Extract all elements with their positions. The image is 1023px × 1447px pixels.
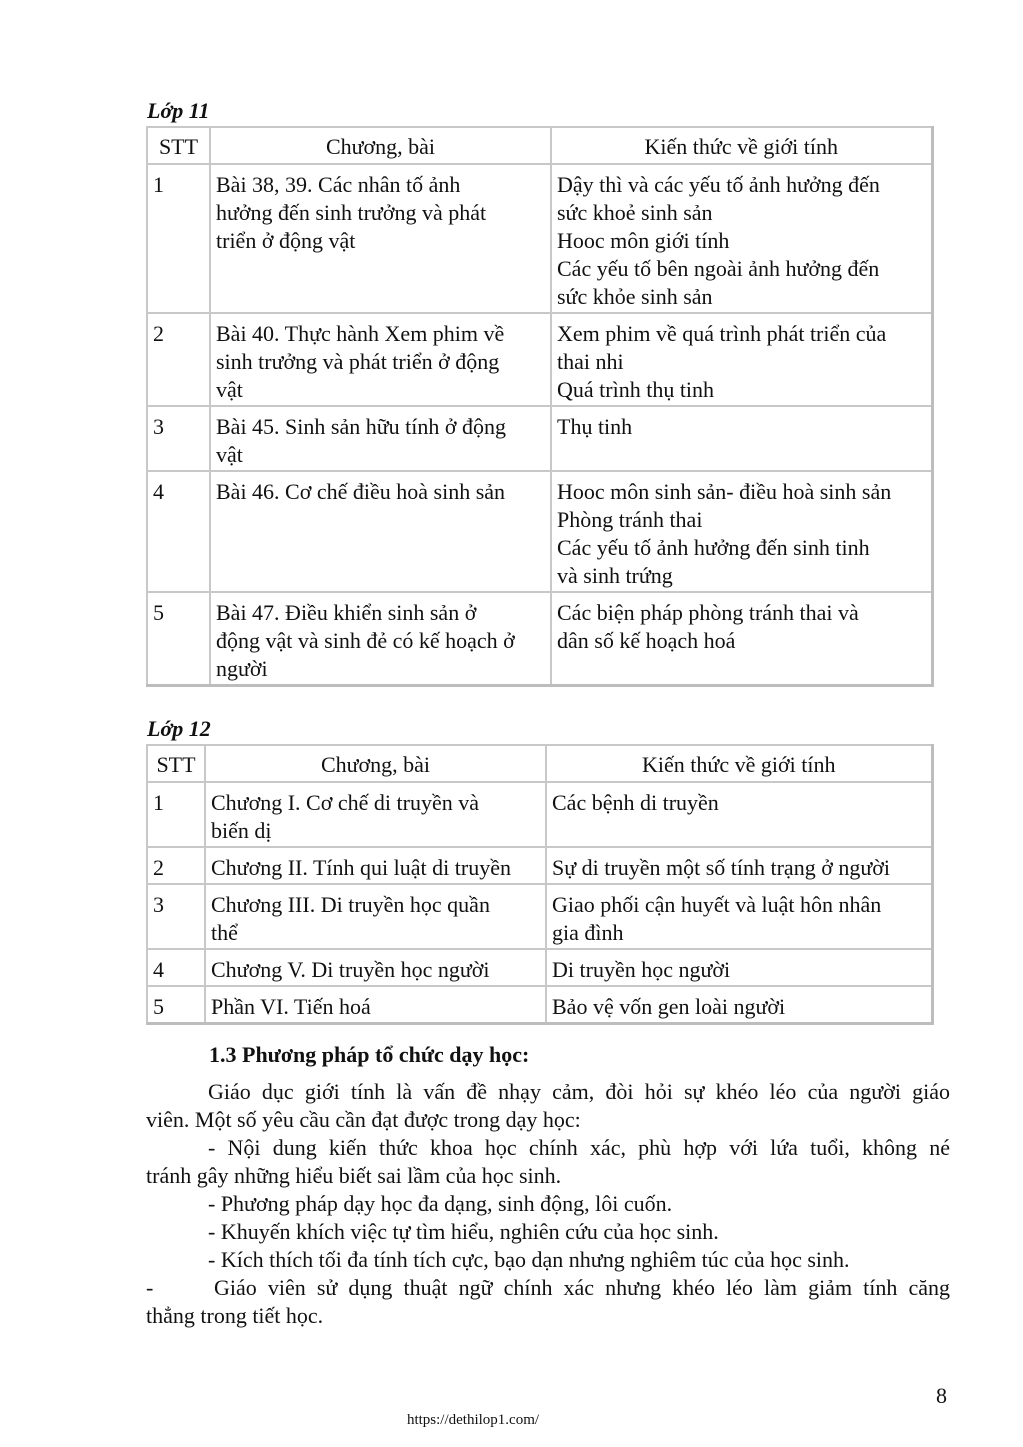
grade-12-title: Lớp 12 bbox=[147, 716, 211, 741]
cell-line: sức khỏe sinh sản bbox=[557, 284, 713, 309]
table-row bbox=[147, 782, 932, 847]
paragraph-line: - Khuyến khích việc tự tìm hiểu, nghiên cứu của học sinh. bbox=[208, 1219, 719, 1244]
table-row bbox=[147, 471, 932, 592]
paragraph-line: thẳng trong tiết học. bbox=[146, 1303, 324, 1328]
cell-line: sinh trưởng và phát triển ở động bbox=[216, 349, 500, 374]
cell-line: Phòng tránh thai bbox=[557, 507, 703, 532]
cell-lesson bbox=[210, 406, 551, 471]
cell-knowledge bbox=[551, 313, 932, 406]
paragraph-line: - Kích thích tối đa tính tích cực, bạo dạn nhưng nghiêm túc của học sinh. bbox=[208, 1247, 850, 1272]
cell-lesson bbox=[205, 986, 546, 1024]
cell-line: Bài 47. Điều khiển sinh sản ở bbox=[216, 600, 477, 625]
cell-line: Các bệnh di truyền bbox=[552, 790, 719, 815]
cell-line: động vật và sinh đẻ có kế hoạch ở bbox=[216, 628, 515, 653]
cell-line: vật bbox=[216, 442, 243, 467]
cell-line: Bảo vệ vốn gen loài người bbox=[552, 994, 786, 1019]
grade-11-title: Lớp 11 bbox=[147, 98, 210, 123]
requirement-terminology bbox=[146, 1274, 950, 1330]
grade-11-rows bbox=[147, 164, 932, 686]
table-row bbox=[147, 949, 932, 986]
cell-stt: 5 bbox=[147, 986, 205, 1024]
cell-line: Các biện pháp phòng tránh thai và bbox=[557, 600, 859, 625]
paragraph-line: viên. Một số yêu cầu cần đạt được trong dạy học: bbox=[146, 1107, 581, 1132]
grade-12-rows bbox=[147, 782, 932, 1024]
cell-stt: 1 bbox=[147, 782, 205, 847]
paragraph-line: - Phương pháp dạy học đa dạng, sinh động, lôi cuốn. bbox=[208, 1191, 673, 1216]
cell-knowledge bbox=[546, 782, 932, 847]
cell-knowledge bbox=[551, 471, 932, 592]
cell-line: thai nhi bbox=[557, 349, 624, 374]
paragraph-line: - Nội dung kiến thức khoa học chính xác, phù hợp với lứa tuổi, không né bbox=[208, 1135, 950, 1160]
cell-lesson bbox=[205, 884, 546, 949]
cell-line: gia đình bbox=[552, 920, 624, 945]
cell-lesson bbox=[210, 471, 551, 592]
table-header-row bbox=[147, 127, 932, 164]
cell-line: Quá trình thụ tinh bbox=[557, 377, 715, 402]
page-number: 8 bbox=[936, 1383, 947, 1408]
table-row bbox=[147, 884, 932, 949]
cell-stt: 4 bbox=[147, 471, 210, 592]
header-knowledge: Kiến thức về giới tính bbox=[551, 127, 932, 164]
requirement-activeness bbox=[146, 1246, 950, 1274]
table-row bbox=[147, 406, 932, 471]
cell-line: vật bbox=[216, 377, 243, 402]
cell-stt: 5 bbox=[147, 592, 210, 686]
cell-line: biến dị bbox=[211, 818, 272, 843]
cell-line: Các yếu tố ảnh hưởng đến sinh tinh bbox=[557, 535, 870, 560]
cell-knowledge bbox=[546, 986, 932, 1024]
section-heading: 1.3 Phương pháp tổ chức dạy học: bbox=[209, 1042, 530, 1067]
paragraph-line: tránh gây những hiểu biết sai lầm của học sinh. bbox=[146, 1163, 562, 1188]
requirement-methods bbox=[146, 1190, 950, 1218]
cell-line: Các yếu tố bên ngoài ảnh hưởng đến bbox=[557, 256, 880, 281]
cell-line: dân số kế hoạch hoá bbox=[557, 628, 736, 653]
cell-line: Bài 46. Cơ chế điều hoà sinh sản bbox=[216, 479, 506, 504]
cell-line: người bbox=[216, 656, 268, 681]
cell-line: Chương I. Cơ chế di truyền và bbox=[211, 790, 479, 815]
cell-line: Chương III. Di truyền học quần bbox=[211, 892, 490, 917]
cell-line: thể bbox=[211, 920, 238, 945]
cell-knowledge bbox=[551, 592, 932, 686]
header-stt: STT bbox=[147, 127, 210, 164]
header-stt: STT bbox=[147, 745, 205, 782]
cell-line: Xem phim về quá trình phát triển của bbox=[557, 321, 887, 346]
table-row bbox=[147, 313, 932, 406]
table-row bbox=[147, 164, 932, 313]
table-row bbox=[147, 847, 932, 884]
cell-stt: 1 bbox=[147, 164, 210, 313]
cell-stt: 3 bbox=[147, 406, 210, 471]
cell-lesson bbox=[205, 782, 546, 847]
table-row bbox=[147, 592, 932, 686]
cell-line: Hooc môn giới tính bbox=[557, 228, 730, 253]
grade-11-table bbox=[146, 126, 934, 687]
table-header-row bbox=[147, 745, 932, 782]
cell-lesson bbox=[210, 313, 551, 406]
header-lesson: Chương, bài bbox=[210, 127, 551, 164]
cell-stt: 2 bbox=[147, 313, 210, 406]
cell-line: và sinh trứng bbox=[557, 563, 673, 588]
cell-lesson bbox=[205, 949, 546, 986]
cell-stt: 2 bbox=[147, 847, 205, 884]
cell-line: Sự di truyền một số tính trạng ở người bbox=[552, 855, 890, 880]
header-lesson: Chương, bài bbox=[205, 745, 546, 782]
cell-line: Chương II. Tính qui luật di truyền bbox=[211, 855, 511, 880]
cell-line: triển ở động vật bbox=[216, 228, 356, 253]
grade-12-table bbox=[146, 744, 934, 1025]
cell-line: Phần VI. Tiến hoá bbox=[211, 994, 371, 1019]
cell-stt: 4 bbox=[147, 949, 205, 986]
cell-lesson bbox=[210, 592, 551, 686]
cell-line: sức khoẻ sinh sản bbox=[557, 200, 713, 225]
cell-line: Di truyền học người bbox=[552, 957, 731, 982]
cell-line: Dậy thì và các yếu tố ảnh hưởng đến bbox=[557, 172, 880, 197]
header-knowledge: Kiến thức về giới tính bbox=[546, 745, 932, 782]
cell-lesson bbox=[210, 164, 551, 313]
cell-line: Bài 45. Sinh sản hữu tính ở động bbox=[216, 414, 507, 439]
cell-knowledge bbox=[546, 949, 932, 986]
table-row bbox=[147, 986, 932, 1024]
cell-knowledge bbox=[551, 164, 932, 313]
paragraph-line-text: Giáo viên sử dụng thuật ngữ chính xác nhưng khéo léo làm giảm tính căng bbox=[214, 1275, 950, 1300]
cell-stt: 3 bbox=[147, 884, 205, 949]
cell-knowledge bbox=[551, 406, 932, 471]
requirement-content bbox=[146, 1134, 950, 1190]
cell-line: Thụ tinh bbox=[557, 414, 633, 439]
cell-line: Hooc môn sinh sản- điều hoà sinh sản bbox=[557, 479, 892, 504]
paragraph-line bbox=[146, 1274, 950, 1302]
paragraph-intro bbox=[146, 1078, 950, 1134]
paragraph-line: Giáo dục giới tính là vấn đề nhạy cảm, đòi hỏi sự khéo léo của người giáo bbox=[208, 1079, 950, 1104]
cell-knowledge bbox=[546, 847, 932, 884]
cell-line: hưởng đến sinh trưởng và phát bbox=[216, 200, 487, 225]
footer-url: https://dethilop1.com/ bbox=[406, 1412, 540, 1428]
cell-line: Chương V. Di truyền học người bbox=[211, 957, 490, 982]
cell-lesson bbox=[205, 847, 546, 884]
cell-knowledge bbox=[546, 884, 932, 949]
cell-line: Bài 38, 39. Các nhân tố ảnh bbox=[216, 172, 461, 197]
cell-line: Bài 40. Thực hành Xem phim về bbox=[216, 321, 505, 346]
cell-line: Giao phối cận huyết và luật hôn nhân bbox=[552, 892, 882, 917]
requirement-self-study bbox=[146, 1218, 950, 1246]
list-dash: - bbox=[146, 1275, 154, 1300]
